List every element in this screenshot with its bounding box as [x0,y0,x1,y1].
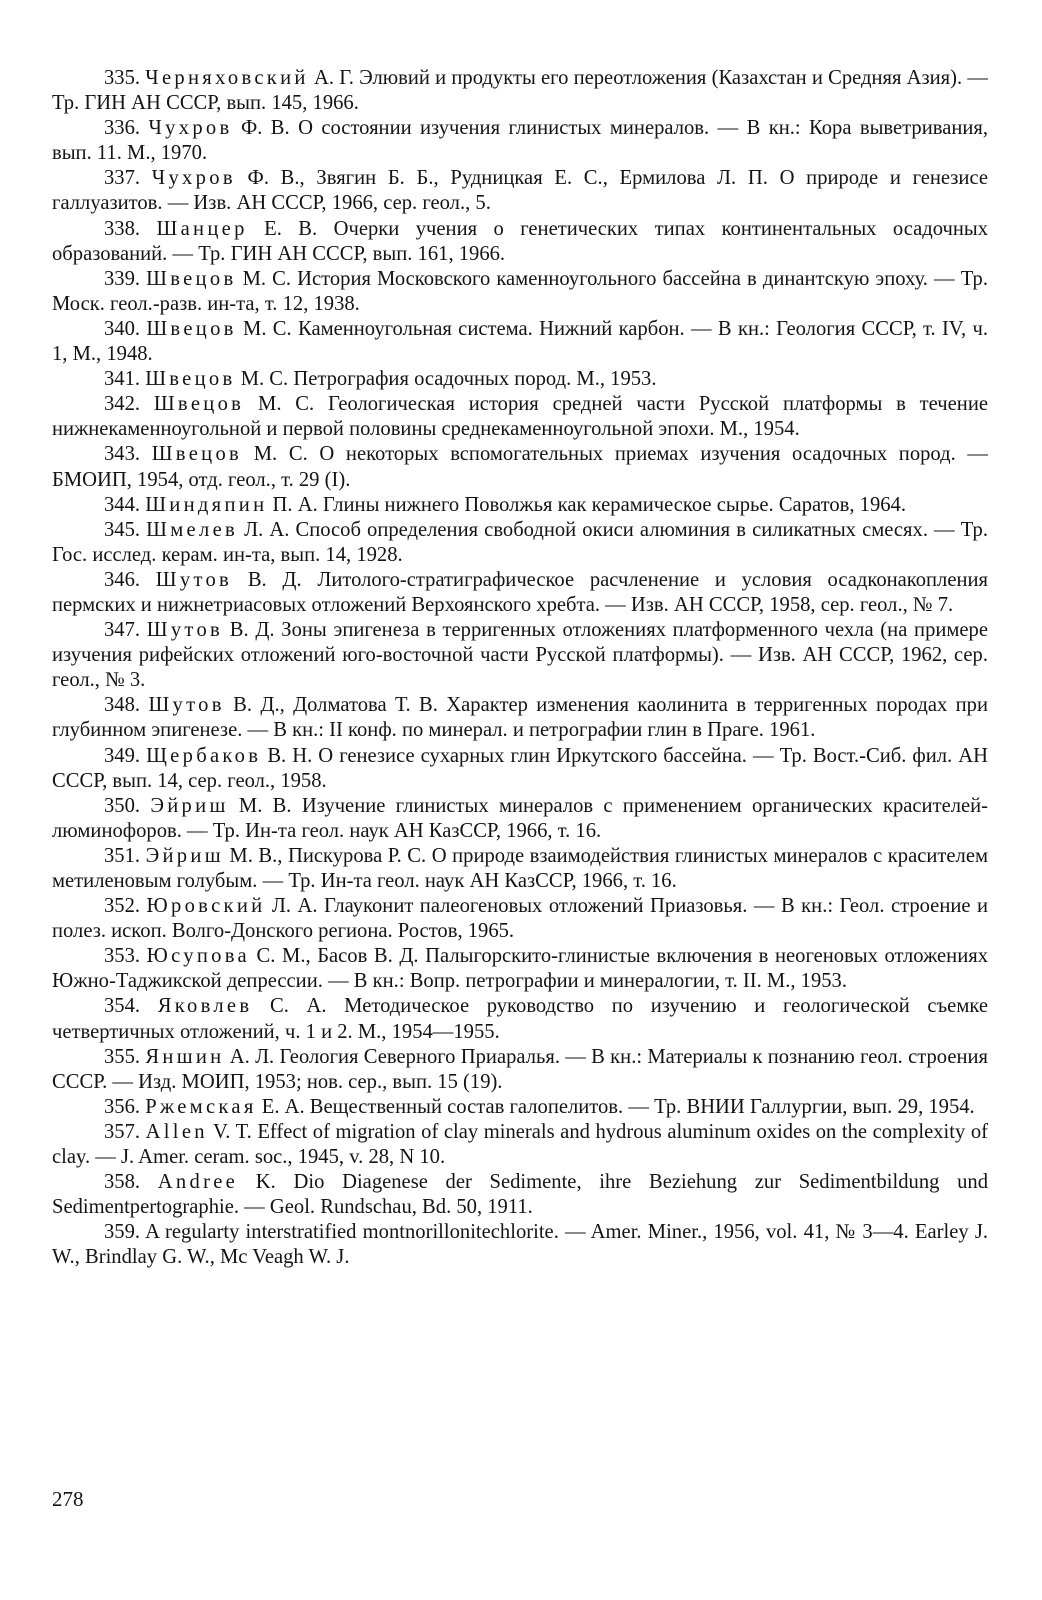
entry-text: А. Л. Геология Северного Приаралья. — В кн.: Материалы к познанию геол. строения СССР. — Изд. МОИП, 1953; нов. сер., вып. 15 (19). [52,1045,989,1093]
entry-author: Allen [145,1120,208,1143]
entry-text: М. С. О некоторых вспомогательных приемах изучения осадочных пород. — БМОИП, 1954, отд. геол., т. 29 (I). [52,443,988,491]
entry-author: Шанцер [156,217,248,240]
reference-entry [52,493,988,518]
entry-author: Эйриш [150,794,229,817]
entry-text: М. В. Изучение глинистых минералов с применением органических красителей-люминофоров. — Тр. Ин-та геол. наук АН КазССР, 1966, т. 16. [52,794,989,842]
entry-author: Шмелев [146,518,239,541]
entry-text: Ф. В. О состоянии изучения глинистых минералов. — В кн.: Кора выветривания, вып. 11. М., 1970. [52,117,988,165]
reference-entry [52,1170,988,1220]
entry-author: Andree [157,1171,239,1194]
reference-entry [52,994,988,1044]
entry-number: 336. [104,117,141,140]
reference-entry [52,1095,988,1120]
entry-number: 354. [104,995,141,1018]
entry-text: В. Н. О генезисе сухарных глин Иркутского бассейна. — Тр. Вост.-Сиб. фил. АН СССР, вып. 14, сер. геол., 1958. [52,744,989,792]
entry-text: В. Д. Литолого-стратиграфическое расчленение и условия осадконакопления пермских и нижнетриасовых отложений Верхоянского хребта. — Изв. АН СССР, 1958, сер. геол., № 7. [52,568,988,616]
entry-number: 339. [104,267,141,290]
entry-number: 343. [104,443,141,466]
entry-number: 347. [104,619,141,642]
reference-entry [52,1045,988,1095]
entry-text: A regularty interstratified montnorillonitechlorite. — Amer. Miner., 1956, vol. 41, № 3—4. Earley J. W., Brindlay G. W., Mc Veagh W. J. [52,1221,989,1269]
entry-text: М. С. Каменноугольная система. Нижний карбон. — В кн.: Геология СССР, т. IV, ч. 1, М., 1948. [52,317,988,366]
entry-author: Швецов [146,317,237,340]
entry-text: М. В., Пискурова Р. С. О природе взаимодействия глинистых минералов с красителем метиленовым голубым. — Тр. Ин-та геол. наук АН КазССР, 1966, т. 16. [52,844,988,892]
entry-number: 352. [104,895,141,918]
entry-author: Чухров [148,117,233,140]
entry-text: K. Dio Diagenese der Sedimente, ihre Beziehung zur Sedimentbildung und Sedimentpertographie. — Geol. Rundschau, Bd. 50, 1911. [52,1171,988,1219]
entry-text: М. С. Геологическая история средней части Русской платформы в течение нижнекаменноугольной и первой половины среднекаменноугольной эпохи. М., 1954. [52,393,988,441]
entry-number: 337. [104,167,141,190]
entry-author: Шиндяпин [145,493,268,516]
entry-number: 351. [104,844,141,867]
entry-author: Шутов [155,568,233,591]
entry-text: В. Д. Зоны эпигенеза в терригенных отложениях платформенного чехла (на примере изучения рифейских отложений юго-восточной части Русской платформы). — Изв. АН СССР, 1962, сер. геол., № 3. [52,619,988,692]
entry-number: 346. [104,568,141,591]
entry-author: Швецов [151,443,243,466]
entry-author: Шутов [148,694,225,717]
entry-author: Щербаков [146,744,262,767]
entry-text: В. Д., Долматова Т. В. Характер изменения каолинита в терригенных породах при глубинном эпигенезе. — В кн.: II конф. по минерал. и петрографии глин в Праге. 1961. [52,694,988,742]
page-number: 278 [52,1487,84,1511]
entry-number: 340. [104,317,141,340]
entry-author: Ржемская [145,1095,257,1118]
entry-author: Эйриш [145,844,224,867]
entry-author: Швецов [146,267,237,290]
entry-text: Ф. В., Звягин Б. Б., Рудницкая Е. С., Ермилова Л. П. О природе и генезисе галлуазитов. — Изв. АН СССР, 1966, сер. геол., 5. [52,167,988,215]
reference-entry [52,568,988,618]
entry-text: Л. А. Глауконит палеогеновых отложений Приазовья. — В кн.: Геол. строение и полез. ископ. Волго-Донского региона. Ростов, 1965. [52,895,988,943]
reference-entry [52,116,988,166]
reference-entry [52,944,988,994]
reference-entry [52,794,988,844]
entry-number: 348. [104,694,141,717]
entry-author: Черняховский [145,67,309,89]
entry-number: 341. [104,368,141,391]
entry-number: 356. [104,1095,141,1118]
entry-number: 345. [104,518,141,541]
reference-entry [52,392,988,442]
reference-entry [52,894,988,944]
entry-number: 358. [104,1171,141,1194]
entry-text: П. А. Глины нижнего Поволжья как керамическое сырье. Саратов, 1964. [267,493,906,516]
entry-number: 355. [104,1045,141,1068]
entry-author: Чухров [151,167,236,190]
entry-number: 357. [104,1120,141,1143]
entry-number: 338. [104,217,141,240]
reference-entry [52,317,988,367]
entry-number: 335. [104,67,141,89]
entry-number: 350. [104,794,141,817]
entry-number: 342. [104,393,141,416]
entry-text: Л. А. Способ определения свободной окиси алюминия в силикатных смесях. — Тр. Гос. исслед. керам. ин-та, вып. 14, 1928. [52,518,988,566]
entry-text: V. T. Effect of migration of clay minerals and hydrous aluminum oxides on the complexity of clay. — J. Amer. ceram. soc., 1945, v. 28, N 10. [52,1120,988,1169]
reference-entry [52,217,988,267]
entry-text: А. Г. Элювий и продукты его переотложения (Казахстан и Средняя Азия). — Тр. ГИН АН СССР, вып. 145, 1966. [52,67,988,115]
reference-entry [52,166,988,216]
reference-entry [52,442,988,492]
reference-entry [52,518,988,568]
reference-entry [52,267,988,317]
reference-entry [52,66,988,116]
entry-number: 349. [104,744,141,767]
entry-author: Швецов [153,393,245,416]
reference-entry [52,618,988,693]
entry-text: М. С. Петрография осадочных пород. М., 1953. [235,368,657,391]
entry-text: М. С. История Московского каменноугольного бассейна в динантскую эпоху. — Тр. Моск. геол.-разв. ин-та, т. 12, 1938. [52,267,988,315]
entry-author: Яншин [145,1045,225,1068]
reference-entry [52,844,988,894]
entry-author: Яковлев [157,995,253,1018]
entry-number: 359. [104,1221,141,1244]
entry-author: Швецов [145,368,236,391]
entry-text: Е. В. Очерки учения о генетических типах континентальных осадочных образований. — Тр. ГИН АН СССР, вып. 161, 1966. [52,217,988,265]
entry-text: С. М., Басов В. Д. Палыгорскито-глинистые включения в неогеновых отложениях Южно-Таджикской депрессии. — В кн.: Вопр. петрографии и минералогии, т. II. М., 1953. [52,945,988,993]
entry-author: Юровский [146,895,266,918]
entry-author: Шутов [146,619,224,642]
entry-number: 344. [104,493,141,516]
entry-number: 353. [104,945,141,968]
entry-author: Юсупова [146,945,250,968]
reference-entry [52,1220,988,1270]
reference-list [52,66,988,1271]
reference-entry [52,693,988,743]
reference-entry [52,367,988,392]
reference-entry [52,1120,988,1170]
reference-entry [52,744,988,794]
entry-text: С. А. Методическое руководство по изучению и геологической съемке четвертичных отложений, ч. 1 и 2. М., 1954—1955. [52,995,988,1043]
entry-text: Е. А. Вещественный состав галопелитов. — Тр. ВНИИ Галлургии, вып. 29, 1954. [256,1095,975,1118]
